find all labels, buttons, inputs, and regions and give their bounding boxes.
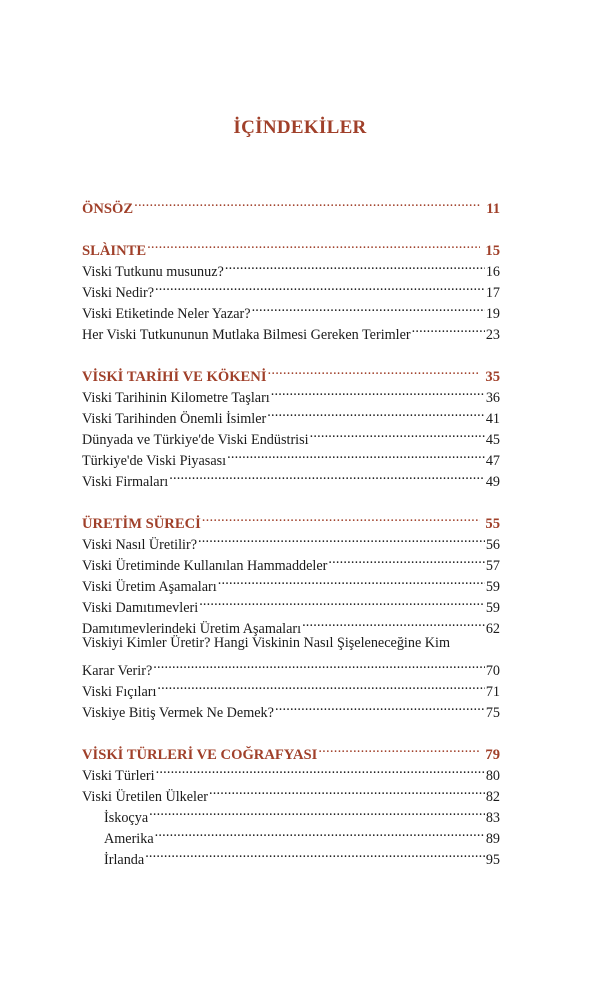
dot-leader — [156, 759, 485, 780]
toc-entry-label: Viski Üretilen Ülkeler — [82, 789, 209, 805]
toc-entry-label: Viski Üretim Aşamaları — [82, 579, 217, 595]
toc-subentry[interactable] — [82, 843, 500, 868]
toc-entry-label: Viski Firmaları — [82, 474, 169, 490]
toc-heading[interactable] — [82, 507, 500, 532]
toc-entry-label: İskoçya — [104, 810, 149, 826]
toc-entry-page: 41 — [485, 411, 500, 427]
toc-entry-page: 83 — [485, 810, 500, 826]
dot-leader — [328, 549, 484, 570]
toc-heading-label: ÖNSÖZ — [82, 201, 134, 217]
toc-entry-label: Viski Damıtımevleri — [82, 600, 199, 616]
toc-entry-label: İrlanda — [104, 852, 145, 868]
toc-entry-page: 19 — [485, 306, 500, 322]
dot-leader — [155, 276, 485, 297]
toc-entry-label: Viski Tutkunu musunuz? — [82, 264, 224, 280]
dot-leader — [153, 654, 485, 675]
toc-entry-label: Damıtımevlerindeki Üretim Aşamaları — [82, 621, 302, 637]
toc-entry-page: 56 — [485, 537, 500, 553]
toc-section-slainte — [82, 234, 500, 343]
toc-entry-label-line1: Viskiyi Kimler Üretir? Hangi Viskinin Nasıl Şişeleneceğine Kim — [82, 635, 451, 651]
toc-entry-page: 95 — [485, 852, 500, 868]
table-of-contents — [82, 192, 500, 885]
toc-entry-page: 59 — [485, 600, 500, 616]
dot-leader — [267, 402, 485, 423]
toc-section-uretim-sureci — [82, 507, 500, 721]
toc-entry-label: Viski Tarihinin Kilometre Taşları — [82, 390, 270, 406]
toc-heading-label: ÜRETİM SÜRECİ — [82, 516, 201, 532]
toc-heading-page: 55 — [485, 516, 500, 532]
toc-entry-page: 70 — [485, 663, 500, 679]
toc-entry-label: Amerika — [104, 831, 154, 847]
toc-entry-label: Dünyada ve Türkiye'de Viski Endüstrisi — [82, 432, 309, 448]
toc-heading[interactable] — [82, 360, 500, 385]
dot-leader — [252, 297, 485, 318]
dot-leader — [302, 612, 485, 633]
toc-section-viski-turleri — [82, 738, 500, 868]
dot-leader — [310, 423, 485, 444]
dot-leader — [275, 696, 485, 717]
toc-section-viski-tarihi — [82, 360, 500, 490]
dot-leader — [412, 318, 485, 339]
toc-entry-label: Viski Türleri — [82, 768, 155, 784]
toc-entry-label: Viskiye Bitiş Vermek Ne Demek? — [82, 705, 274, 721]
dot-leader — [199, 591, 485, 612]
toc-entry-page: 23 — [485, 327, 500, 343]
dot-leader — [218, 570, 485, 591]
toc-entry-page: 49 — [485, 474, 500, 490]
toc-entry-page: 80 — [485, 768, 500, 784]
dot-leader — [134, 192, 481, 213]
toc-heading-page: 35 — [485, 369, 500, 385]
toc-entry-label: Türkiye'de Viski Piyasası — [82, 453, 227, 469]
toc-entry-page: 75 — [485, 705, 500, 721]
toc-entry-label: Viski Nedir? — [82, 285, 155, 301]
dot-leader — [155, 822, 485, 843]
toc-heading-label: VİSKİ TÜRLERİ VE COĞRAFYASI — [82, 747, 318, 763]
dot-leader — [149, 801, 485, 822]
toc-heading-page: 15 — [485, 243, 500, 259]
toc-entry-page: 57 — [485, 558, 500, 574]
dot-leader — [157, 675, 484, 696]
dot-leader — [225, 255, 485, 276]
toc-entry-page: 62 — [485, 621, 500, 637]
dot-leader — [147, 234, 480, 255]
toc-entry-page: 47 — [485, 453, 500, 469]
dot-leader — [318, 738, 480, 759]
toc-entry[interactable] — [82, 654, 500, 679]
dot-leader — [202, 507, 481, 528]
toc-heading-label: SLÀINTE — [82, 243, 147, 259]
toc-entry-label: Her Viski Tutkununun Mutlaka Bilmesi Gereken Terimler — [82, 327, 411, 343]
toc-heading-page: 79 — [485, 747, 500, 763]
toc-heading[interactable] — [82, 192, 500, 217]
toc-section-onsoz — [82, 192, 500, 217]
toc-heading-label: VİSKİ TARİHİ VE KÖKENİ — [82, 369, 267, 385]
toc-heading[interactable] — [82, 234, 500, 259]
toc-entry-page: 59 — [485, 579, 500, 595]
toc-entry-page: 71 — [485, 684, 500, 700]
dot-leader — [271, 381, 485, 402]
dot-leader — [227, 444, 485, 465]
toc-entry-page: 45 — [485, 432, 500, 448]
dot-leader — [198, 528, 485, 549]
toc-entry-page: 89 — [485, 831, 500, 847]
toc-heading[interactable] — [82, 738, 500, 763]
toc-entry-wrap-line[interactable] — [82, 633, 500, 654]
toc-entry-label: Viski Etiketinde Neler Yazar? — [82, 306, 251, 322]
toc-entry-label: Karar Verir? — [82, 663, 153, 679]
dot-leader — [268, 360, 481, 381]
dot-leader — [145, 843, 485, 864]
toc-entry-label: Viski Nasıl Üretilir? — [82, 537, 197, 553]
toc-entry-page: 17 — [485, 285, 500, 301]
toc-entry-page: 36 — [485, 390, 500, 406]
toc-heading-page: 11 — [486, 201, 500, 217]
page-title: İÇİNDEKİLER — [233, 117, 367, 138]
toc-entry-label: Viski Üretiminde Kullanılan Hammaddeler — [82, 558, 328, 574]
toc-entry-page: 82 — [485, 789, 500, 805]
toc-entry-label: Viski Fıçıları — [82, 684, 157, 700]
dot-leader — [209, 780, 485, 801]
toc-entry-label: Viski Tarihinden Önemli İsimler — [82, 411, 267, 427]
dot-leader — [169, 465, 485, 486]
toc-entry-page: 16 — [485, 264, 500, 280]
